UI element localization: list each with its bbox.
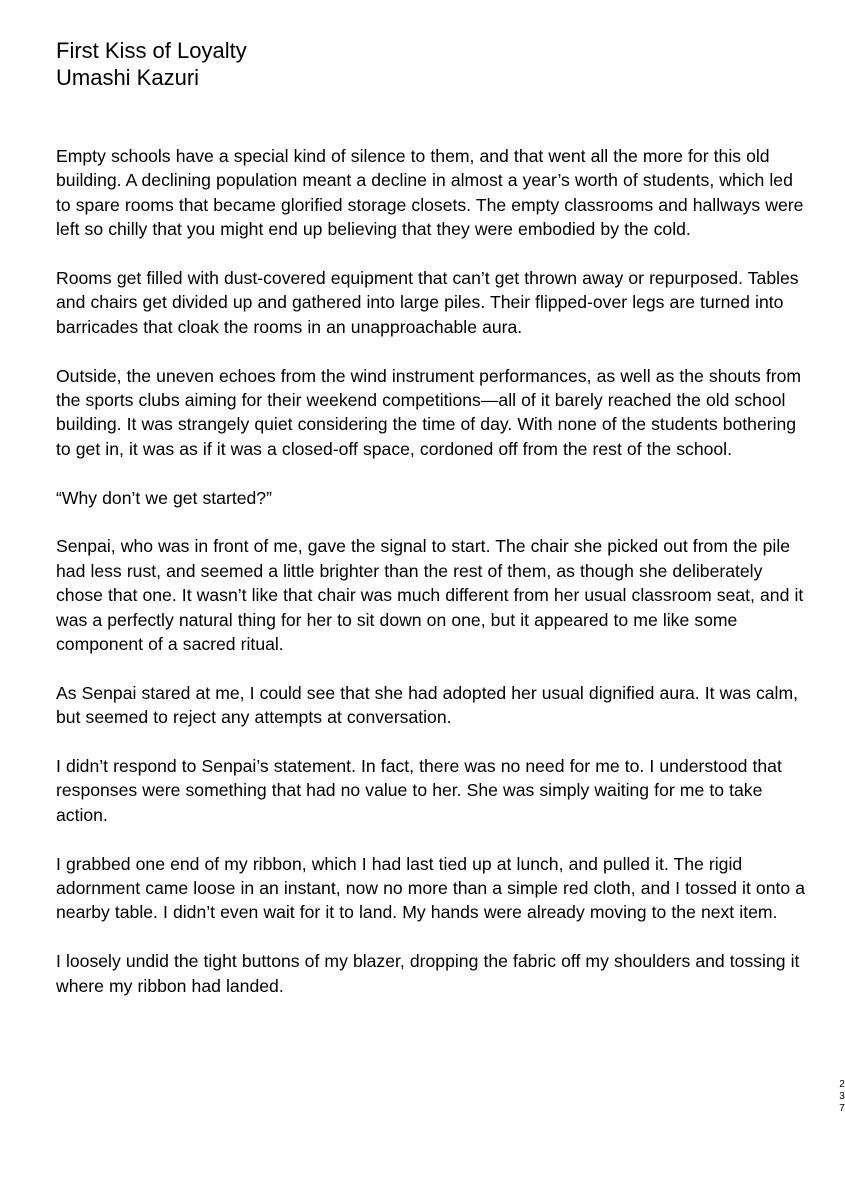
paragraph: “Why don’t we get started?” [56,487,272,508]
paragraph: I grabbed one end of my ribbon, which I had last tied up at lunch, and pulled it. The rigid adornment came loose in an instant, now no more than a simple red cloth, and I tossed it onto a nearby table. I didn’t even wait for it to land. My hands were already moving to the next item. [56,853,806,923]
page-number-digit: 7 [839,1103,845,1114]
paragraph: I didn’t respond to Senpai’s statement. In fact, there was no need for me to. I understood that responses were something that had no value to her. She was simply waiting for me to take action. [56,756,782,825]
paragraph: Senpai, who was in front of me, gave the signal to start. The chair she picked out from the pile had less rust, and seemed a little brighter than the rest of them, as though she deliberately chose that one. It wasn’t like that chair was much different from her usual classroom seat, and it was a perfectly natural thing for her to sit down on one, but it appeared to me like some component of a sacred ritual. [56,536,804,655]
document-body [56,144,806,1022]
paragraph: Empty schools have a special kind of silence to them, and that went all the more for this old building. A declining population meant a decline in almost a year’s worth of students, which led to spare rooms that became glorified storage closets. The empty classrooms and hallways were left so chilly that you might end up believing that they were embodied by the cold. [56,146,804,240]
book-title: First Kiss of Loyalty [56,38,247,63]
paragraph: Rooms get filled with dust-covered equipment that can’t get thrown away or repurposed. Tables and chairs get divided up and gathered into large piles. Their flipped-over legs are turned into barricades that cloak the rooms in an unapproachable aura. [56,268,799,337]
paragraph: As Senpai stared at me, I could see that she had adopted her usual dignified aura. It was calm, but seemed to reject any attempts at conversation. [56,682,799,728]
document-header [56,37,756,91]
paragraph: I loosely undid the tight buttons of my blazer, dropping the fabric off my shoulders and tossing it where my ribbon had landed. [56,951,800,996]
page-number-digit: 3 [839,1091,845,1102]
paragraph: Outside, the uneven echoes from the wind instrument performances, as well as the shouts from the sports clubs aiming for their weekend competitions—all of it barely reached the old school building. It was strangely quiet considering the time of day. With none of the students bothering to get in, it was as if it was a closed-off space, cordoned off from the rest of the school. [56,365,802,459]
page-number [837,1079,845,1115]
page-number-digit: 2 [839,1079,845,1090]
author-name: Umashi Kazuri [56,65,200,90]
